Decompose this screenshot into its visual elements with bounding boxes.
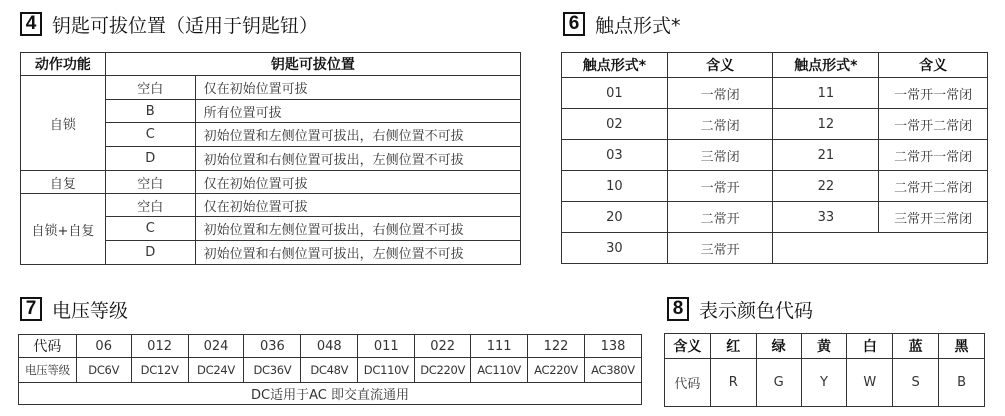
desc-cell: 初始位置和右侧位置可拔出，左侧位置不可拔	[195, 147, 520, 171]
desc-cell: 初始位置和左侧位置可拔出，右侧位置不可拔	[195, 217, 520, 241]
desc-cell: 所有位置可拔	[195, 100, 520, 123]
row-label: 代码	[19, 335, 77, 358]
contact-meaning-cell: 三常闭	[667, 140, 773, 171]
row-label: 电压等级	[19, 358, 77, 383]
color-code-cell: G	[756, 359, 801, 407]
section-title: 触点形式*	[595, 14, 681, 37]
voltage-code-cell: 036	[244, 335, 301, 358]
section-color-code	[667, 295, 813, 323]
contact-code-cell: 01	[562, 78, 668, 109]
section-key-removable-position	[20, 10, 318, 38]
code-cell: 空白	[105, 194, 195, 217]
table-header: 触点形式*	[562, 53, 668, 78]
desc-cell: 初始位置和右侧位置可拔出，左侧位置不可拔	[195, 241, 520, 265]
code-cell: D	[105, 241, 195, 265]
code-cell: C	[105, 123, 195, 147]
voltage-note: DC适用于AC 即交直流通用	[19, 383, 642, 405]
voltage-code-cell: 011	[358, 335, 415, 358]
contact-code-cell: 02	[562, 109, 668, 140]
code-cell: C	[105, 217, 195, 241]
section-header	[20, 295, 128, 323]
table-header: 含义	[667, 53, 773, 78]
voltage-value-cell: AC380V	[584, 358, 641, 383]
section-title: 表示颜色代码	[699, 299, 814, 322]
voltage-value-cell: DC12V	[131, 358, 188, 383]
color-name-cell: 红	[710, 334, 756, 359]
key-position-table	[20, 52, 521, 265]
color-name-cell: 绿	[756, 334, 801, 359]
code-cell: B	[105, 100, 195, 123]
section-number-badge: 6	[563, 12, 585, 36]
section-contact-form	[563, 10, 681, 38]
function-cell: 自复	[21, 171, 106, 194]
voltage-value-cell: DC24V	[188, 358, 244, 383]
function-cell: 自锁	[21, 76, 106, 171]
contact-meaning-cell: 二常闭	[667, 109, 773, 140]
table-header: 含义	[879, 53, 988, 78]
voltage-code-cell: 012	[131, 335, 188, 358]
voltage-value-cell: DC6V	[76, 358, 131, 383]
row-label: 代码	[665, 359, 711, 407]
contact-form-table	[561, 52, 988, 264]
voltage-value-cell: DC36V	[244, 358, 301, 383]
contact-code-cell: 11	[773, 78, 879, 109]
section-number-badge: 7	[20, 297, 42, 321]
code-cell: 空白	[105, 76, 195, 100]
voltage-value-cell: DC48V	[301, 358, 358, 383]
voltage-code-cell: 024	[188, 335, 244, 358]
section-title: 钥匙可拔位置（适用于钥匙钮）	[52, 14, 319, 37]
voltage-value-cell: AC220V	[528, 358, 585, 383]
table-header: 钥匙可拔位置	[105, 53, 520, 76]
color-code-table	[664, 333, 985, 407]
desc-cell: 仅在初始位置可拔	[195, 76, 520, 100]
contact-meaning-cell: 一常闭	[667, 78, 773, 109]
voltage-code-cell: 138	[584, 335, 641, 358]
color-code-cell: B	[939, 359, 985, 407]
contact-code-cell: 21	[773, 140, 879, 171]
contact-code-cell: 30	[562, 233, 668, 264]
contact-meaning-cell: 二常开二常闭	[879, 171, 988, 202]
section-voltage-level	[20, 295, 128, 323]
desc-cell: 初始位置和左侧位置可拔出，右侧位置不可拔	[195, 123, 520, 147]
contact-code-cell: 12	[773, 109, 879, 140]
function-cell: 自锁+自复	[21, 194, 106, 265]
section-title: 电压等级	[52, 299, 129, 322]
color-code-cell: Y	[801, 359, 847, 407]
contact-meaning-cell: 一常开二常闭	[879, 109, 988, 140]
voltage-value-cell: DC110V	[358, 358, 415, 383]
code-cell: D	[105, 147, 195, 171]
section-header	[563, 10, 681, 38]
color-name-cell: 黑	[939, 334, 985, 359]
desc-cell: 仅在初始位置可拔	[195, 194, 520, 217]
desc-cell: 仅在初始位置可拔	[195, 171, 520, 194]
color-name-cell: 蓝	[893, 334, 939, 359]
contact-code-cell: 22	[773, 171, 879, 202]
color-name-cell: 白	[847, 334, 893, 359]
table-header: 触点形式*	[773, 53, 879, 78]
contact-meaning-cell: 三常开三常闭	[879, 202, 988, 233]
contact-meaning-cell: 一常开	[667, 171, 773, 202]
row-label: 含义	[665, 334, 711, 359]
voltage-code-cell: 048	[301, 335, 358, 358]
contact-code-cell: 20	[562, 202, 668, 233]
color-name-cell: 黄	[801, 334, 847, 359]
voltage-value-cell: AC110V	[471, 358, 528, 383]
voltage-table	[18, 334, 642, 405]
color-code-cell: R	[710, 359, 756, 407]
section-header	[667, 295, 813, 323]
contact-code-cell: 03	[562, 140, 668, 171]
voltage-code-cell: 06	[76, 335, 131, 358]
color-code-cell: S	[893, 359, 939, 407]
voltage-value-cell: DC220V	[415, 358, 471, 383]
contact-meaning-cell: 二常开一常闭	[879, 140, 988, 171]
section-number-badge: 4	[20, 12, 42, 36]
contact-meaning-cell: 一常开一常闭	[879, 78, 988, 109]
voltage-code-cell: 022	[415, 335, 471, 358]
color-code-cell: W	[847, 359, 893, 407]
empty-cell	[773, 233, 988, 264]
contact-code-cell: 10	[562, 171, 668, 202]
code-cell: 空白	[105, 171, 195, 194]
voltage-code-cell: 111	[471, 335, 528, 358]
section-header	[20, 10, 318, 38]
voltage-code-cell: 122	[528, 335, 585, 358]
section-number-badge: 8	[667, 297, 689, 321]
contact-code-cell: 33	[773, 202, 879, 233]
table-header: 动作功能	[21, 53, 106, 76]
contact-meaning-cell: 三常开	[667, 233, 773, 264]
contact-meaning-cell: 二常开	[667, 202, 773, 233]
